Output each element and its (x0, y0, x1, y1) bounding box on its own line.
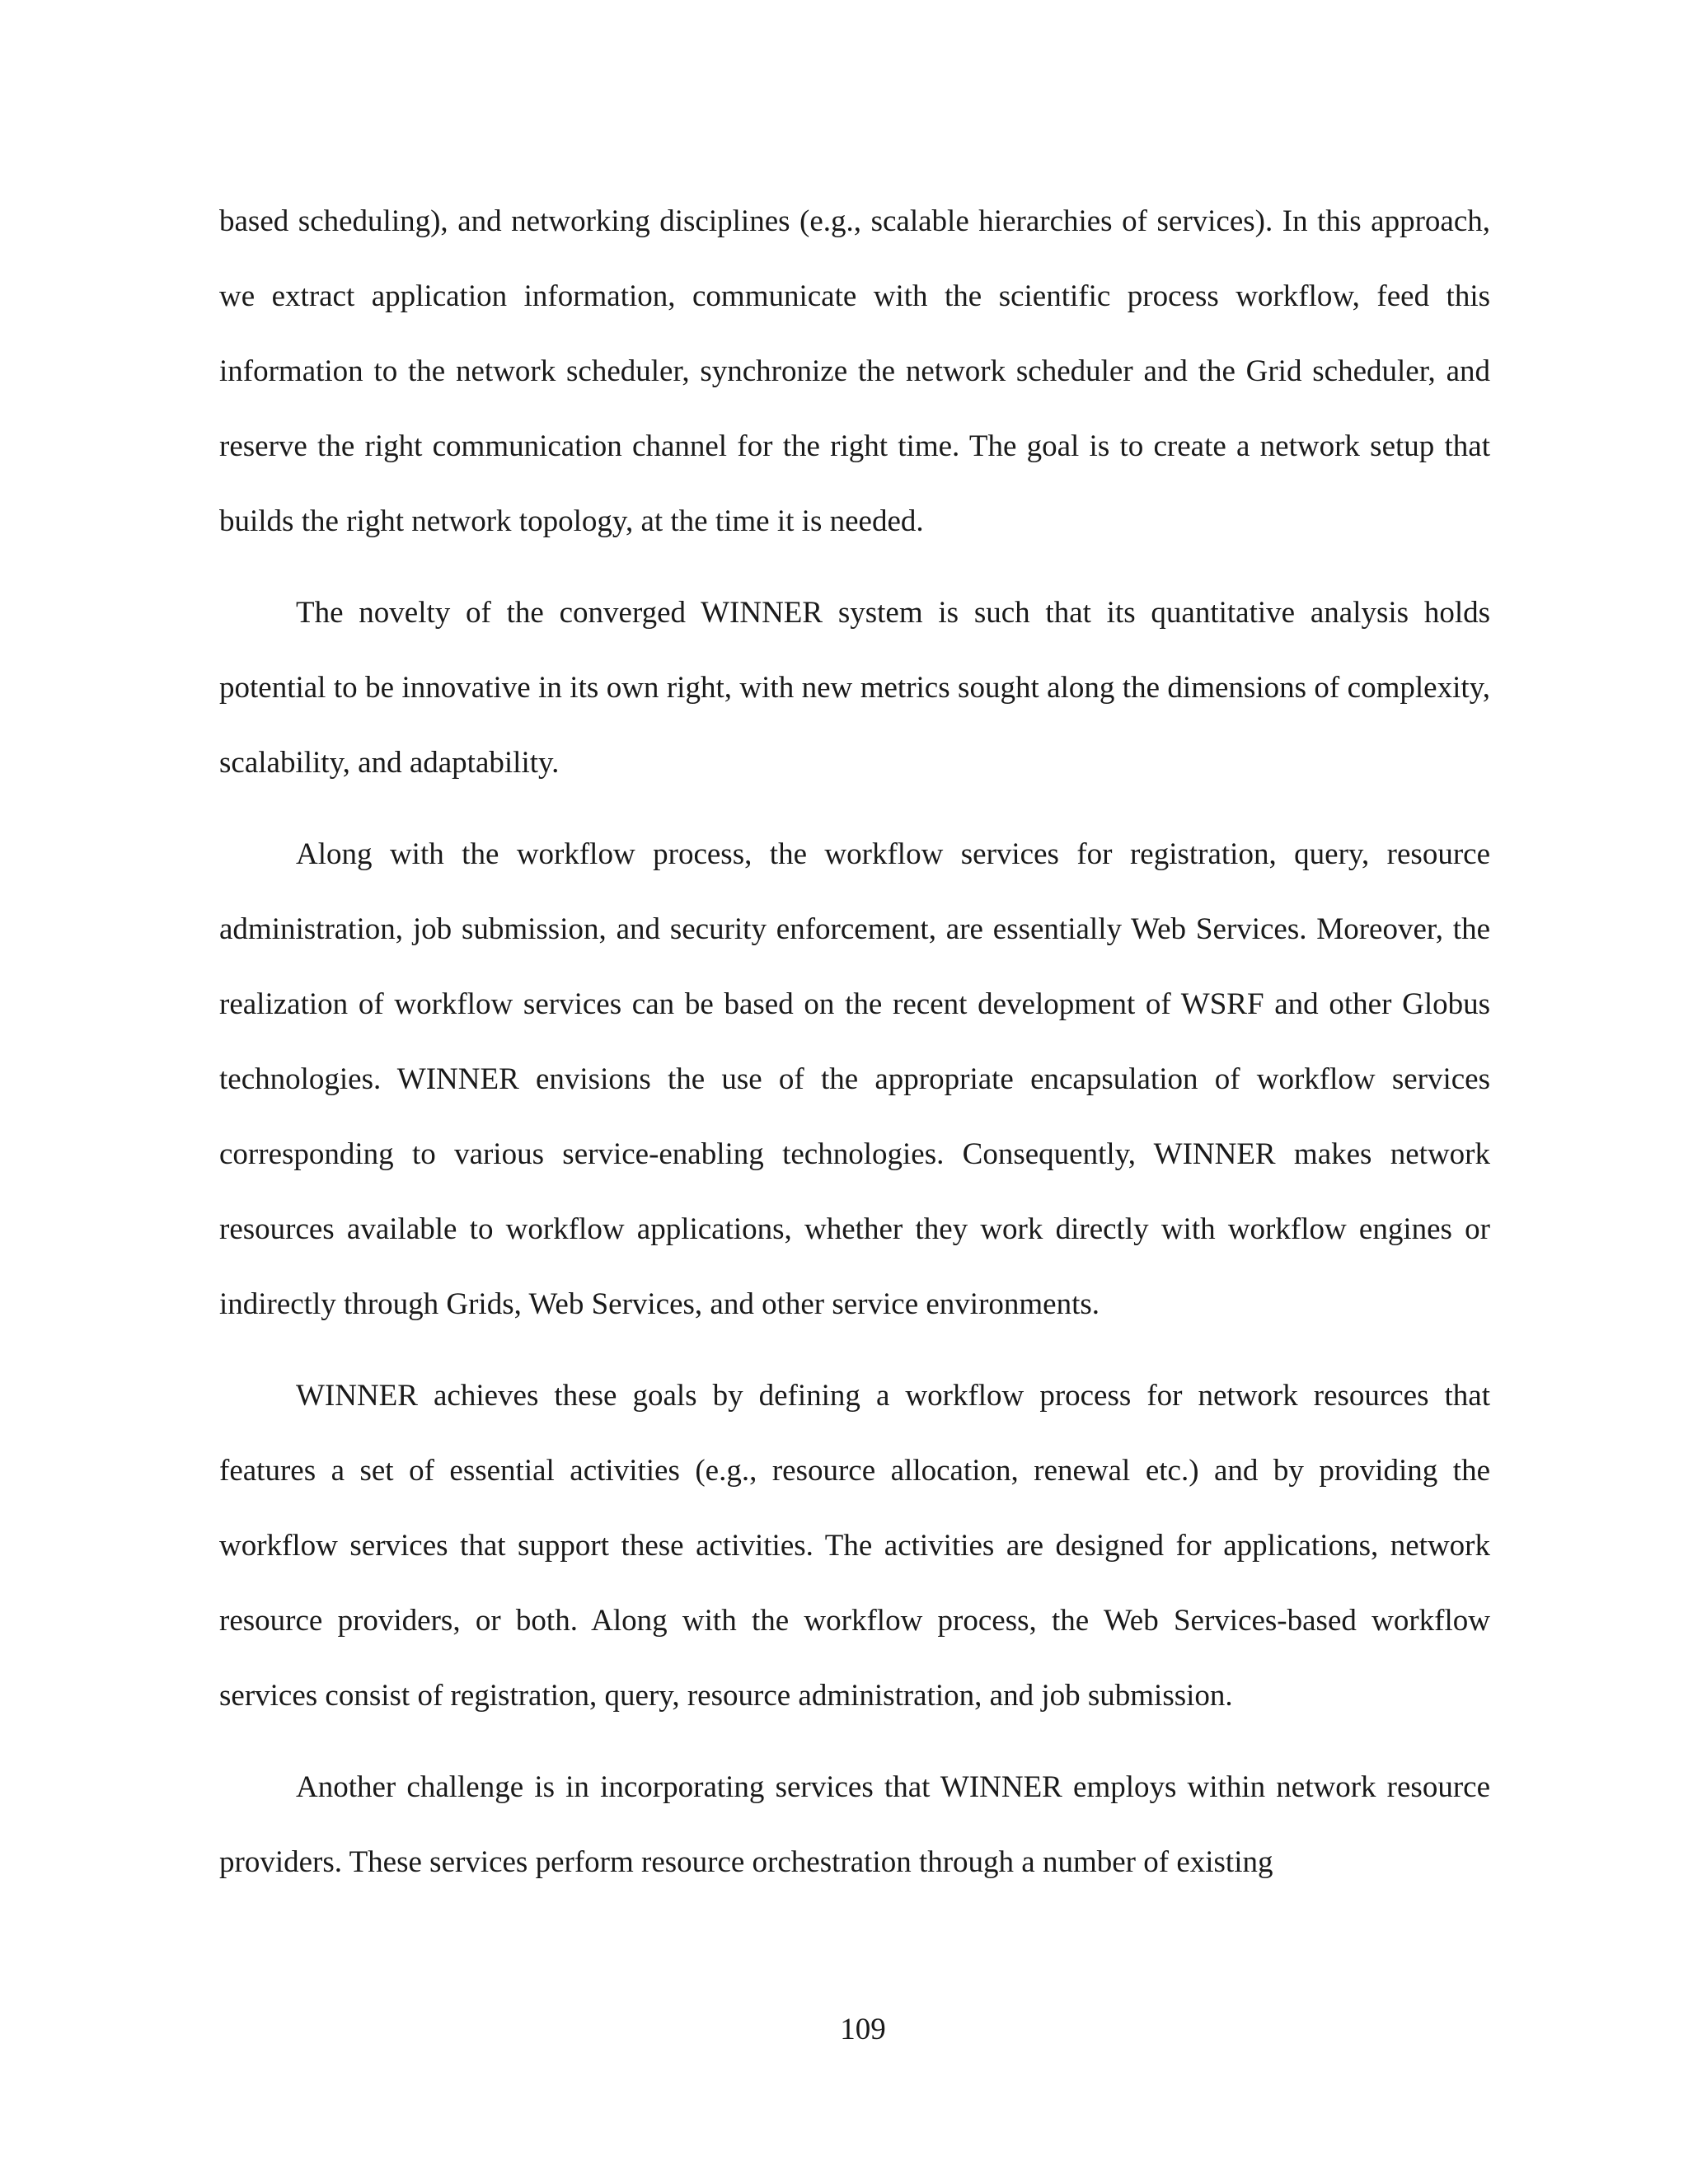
paragraph-novelty: The novelty of the converged WINNER system is such that its quantitative analysis holds potential to be innovative in its own right, with new metrics sought along the dimensions of complexity, scalability, and adaptability. (219, 596, 1490, 780)
paragraph-workflow-services: Along with the workflow process, the workflow services for registration, query, resource administration, job submission, and security enforcement, are essentially Web Services. Moreover, the realization of workflow services can be based on the recent development of WSRF and other Globus technologies. WINNER envisions the use of the appropriate encapsulation of workflow services corresponding to various service-enabling technologies. Consequently, WINNER makes network resources available to workflow applications, whether they work directly with workflow engines or indirectly through Grids, Web Services, and other service environments. (219, 837, 1490, 1321)
page-number: 109 (840, 2013, 886, 2046)
document-page (219, 184, 1490, 1916)
paragraph-continuation: based scheduling), and networking disciplines (e.g., scalable hierarchies of services). In this approach, we extract application information, communicate with the scientific process workflow, feed this information to the network scheduler, synchronize the network scheduler and the Grid scheduler, and reserve the right communication channel for the right time. The goal is to create a network setup that builds the right network topology, at the time it is needed. (219, 204, 1490, 538)
paragraph-winner-goals: WINNER achieves these goals by defining a workflow process for network resources that features a set of essential activities (e.g., resource allocation, renewal etc.) and by providing the workflow services that support these activities. The activities are designed for applications, network resource providers, or both. Along with the workflow process, the Web Services-based workflow services consist of registration, query, resource administration, and job submission. (219, 1379, 1490, 1713)
paragraph-challenge: Another challenge is in incorporating services that WINNER employs within network resource providers. These services perform resource orchestration through a number of existing (219, 1770, 1490, 1879)
